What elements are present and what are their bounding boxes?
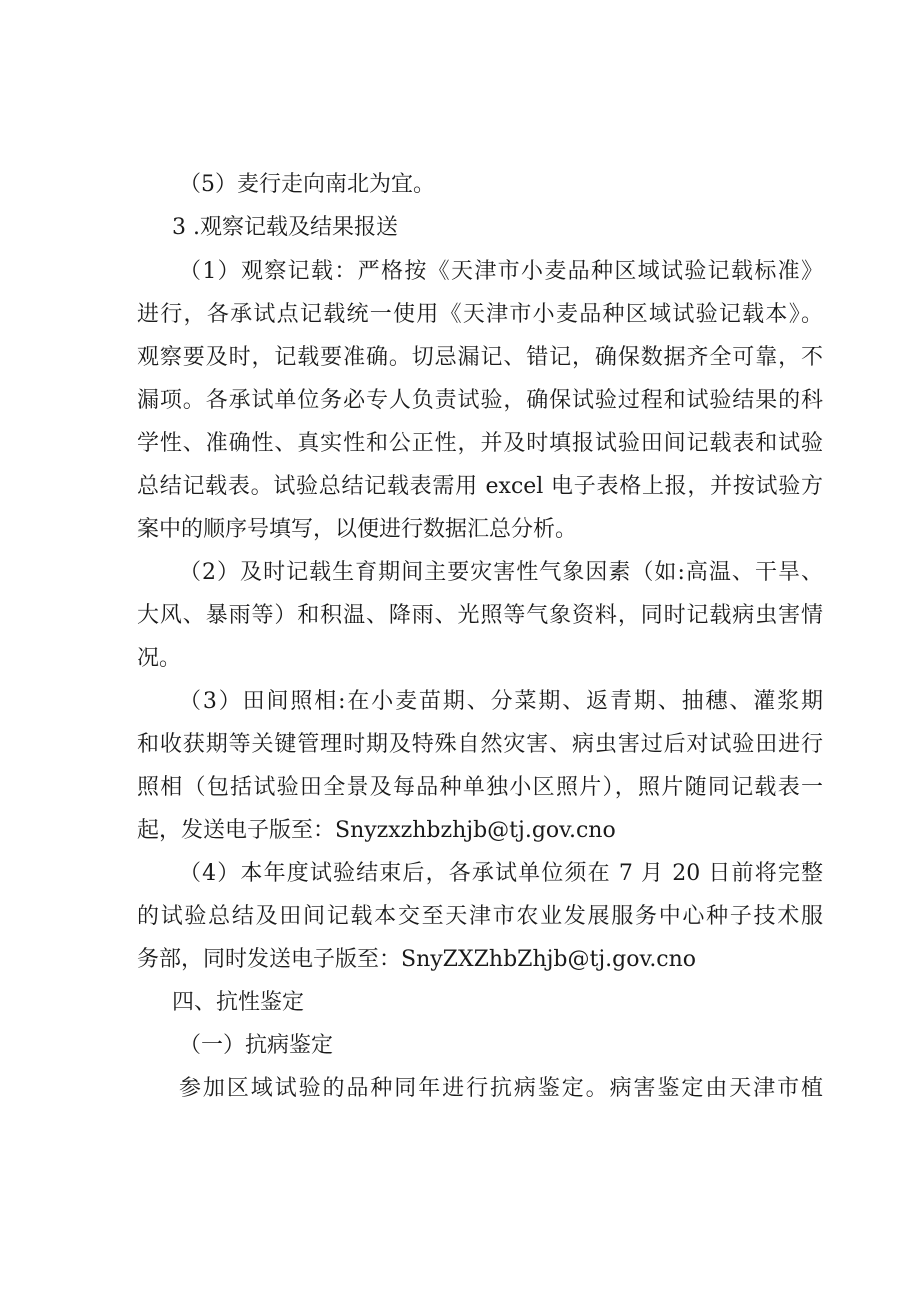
paragraph-line: （4）本年度试验结束后，各承试单位须在 7 月 20 日前将完整 <box>179 861 823 886</box>
paragraph-line: 况。 <box>137 646 182 671</box>
paragraph-line: 进行，各承试点记载统一使用《天津市小麦品种区域试验记载本》。 <box>137 302 823 327</box>
paragraph-line: 大风、暴雨等）和积温、降雨、光照等气象资料，同时记载病虫害情 <box>137 603 823 628</box>
paragraph-line: 学性、准确性、真实性和公正性，并及时填报试验田间记载表和试验 <box>137 431 823 456</box>
paragraph-line: 的试验总结及田间记载本交至天津市农业发展服务中心种子技术服 <box>137 904 823 929</box>
paragraph-line: （3）田间照相:在小麦苗期、分菜期、返青期、抽穗、灌浆期 <box>179 689 823 714</box>
paragraph-line: 务部，同时发送电子版至：SnyZXZhbZhjb@tj.gov.cno <box>137 947 697 972</box>
paragraph-line: （2）及时记载生育期间主要灾害性气象因素（如:高温、干旱、 <box>179 560 823 585</box>
paragraph-line: 观察要及时，记载要准确。切忌漏记、错记，确保数据齐全可靠，不 <box>137 345 823 370</box>
section-heading: 四、抗性鉴定 <box>172 990 305 1015</box>
paragraph-line: （5）麦行走向南北为宜。 <box>179 172 435 197</box>
paragraph-line: （1）观察记载：严格按《天津市小麦品种区域试验记载标准》 <box>179 259 823 284</box>
paragraph-line: 总结记载表。试验总结记载表需用 excel 电子表格上报，并按试验方 <box>137 474 823 499</box>
paragraph-line: 案中的顺序号填写，以便进行数据汇总分析。 <box>137 517 578 542</box>
paragraph-line: 起，发送电子版至：Snyzxzhbzhjb@tj.gov.cno <box>137 818 616 843</box>
subsection-heading: （一）抗病鉴定 <box>179 1033 334 1058</box>
paragraph-line: 照相（包括试验田全景及每品种单独小区照片），照片随同记载表一 <box>137 775 823 800</box>
paragraph-line: 漏项。各承试单位务必专人负责试验，确保试验过程和试验结果的科 <box>137 388 823 413</box>
paragraph-line: 和收获期等关键管理时期及特殊自然灾害、病虫害过后对试验田进行 <box>137 732 823 757</box>
paragraph-line: 参加区域试验的品种同年进行抗病鉴定。病害鉴定由天津市植 <box>179 1076 823 1101</box>
section-heading: 3 .观察记载及结果报送 <box>172 215 398 240</box>
